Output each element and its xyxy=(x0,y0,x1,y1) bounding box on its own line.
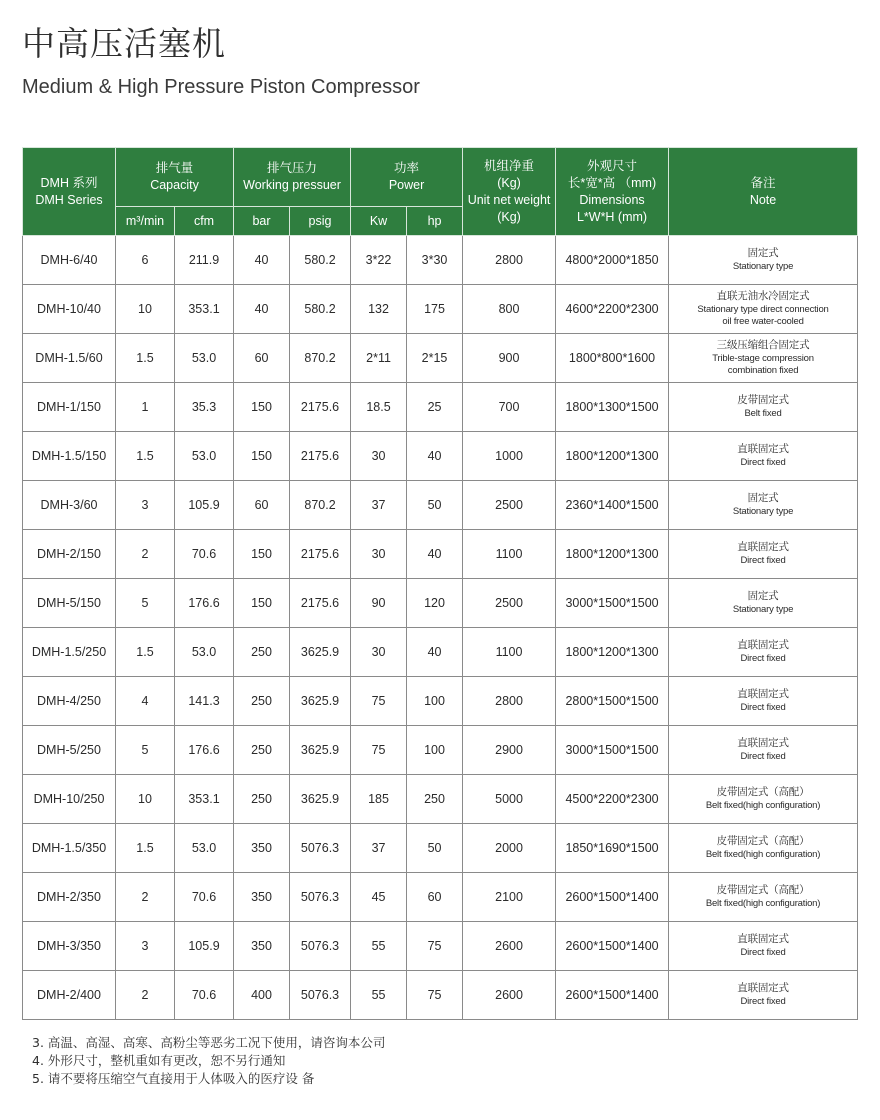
footnotes xyxy=(32,1034,385,1088)
table-row xyxy=(23,334,858,383)
note-cn: 皮带固定式（高配） xyxy=(716,786,810,798)
header-dim-en: Dimensions xyxy=(579,192,645,207)
note-en: Belt fixed xyxy=(744,408,782,419)
note-cn: 直联固定式 xyxy=(737,541,789,553)
cell-dimensions: 2600*1500*1400 xyxy=(556,971,669,1020)
note-cn: 皮带固定式 xyxy=(737,394,789,406)
cell-model: DMH-10/40 xyxy=(23,285,116,334)
cell-dimensions: 4600*2200*2300 xyxy=(556,285,669,334)
cell-weight: 1100 xyxy=(463,530,556,579)
subheader-m3: m³/min xyxy=(116,207,175,236)
cell-capacity-m3: 1.5 xyxy=(116,432,175,481)
cell-capacity-m3: 3 xyxy=(116,922,175,971)
cell-pressure-bar: 400 xyxy=(234,971,290,1020)
cell-capacity-cfm: 53.0 xyxy=(175,334,234,383)
cell-power-kw: 75 xyxy=(351,726,407,775)
header-dim-cn: 外观尺寸 xyxy=(587,158,638,173)
note-en: Belt fixed(high configuration) xyxy=(705,800,821,811)
header-weight-unit: (Kg) xyxy=(497,175,521,190)
cell-capacity-m3: 10 xyxy=(116,775,175,824)
cell-capacity-cfm: 176.6 xyxy=(175,726,234,775)
note-en: Stationary type direct connection xyxy=(697,304,829,315)
table-row xyxy=(23,922,858,971)
table-row xyxy=(23,824,858,873)
cell-capacity-cfm: 35.3 xyxy=(175,383,234,432)
cell-power-kw: 55 xyxy=(351,971,407,1020)
note-en: Stationary type xyxy=(732,604,794,615)
subheader-cfm: cfm xyxy=(175,207,234,236)
cell-dimensions: 2360*1400*1500 xyxy=(556,481,669,530)
cell-power-hp: 75 xyxy=(407,971,463,1020)
header-note-cn: 备注 xyxy=(750,175,776,190)
cell-pressure-bar: 150 xyxy=(234,383,290,432)
cell-capacity-cfm: 53.0 xyxy=(175,432,234,481)
cell-note xyxy=(669,628,858,677)
cell-power-hp: 100 xyxy=(407,726,463,775)
cell-power-kw: 185 xyxy=(351,775,407,824)
cell-model: DMH-1.5/60 xyxy=(23,334,116,383)
cell-weight: 5000 xyxy=(463,775,556,824)
cell-pressure-bar: 250 xyxy=(234,628,290,677)
cell-weight: 2800 xyxy=(463,236,556,285)
cell-power-kw: 3*22 xyxy=(351,236,407,285)
cell-capacity-cfm: 105.9 xyxy=(175,481,234,530)
cell-note xyxy=(669,775,858,824)
cell-capacity-cfm: 70.6 xyxy=(175,873,234,922)
cell-note xyxy=(669,971,858,1020)
note-cn: 固定式 xyxy=(747,247,779,259)
cell-pressure-bar: 250 xyxy=(234,677,290,726)
cell-pressure-bar: 350 xyxy=(234,824,290,873)
subheader-psig: psig xyxy=(290,207,351,236)
table-row xyxy=(23,775,858,824)
spec-table-body xyxy=(23,236,858,1020)
cell-power-kw: 37 xyxy=(351,824,407,873)
note-cn: 皮带固定式（高配） xyxy=(716,884,810,896)
cell-model: DMH-5/250 xyxy=(23,726,116,775)
table-row xyxy=(23,432,858,481)
footnote-3: 3. 高温、高湿、高寒、高粉尘等恶劣工况下使用，请咨询本公司 xyxy=(32,1035,386,1050)
cell-dimensions: 4800*2000*1850 xyxy=(556,236,669,285)
header-pressure-en: Working pressuer xyxy=(243,178,341,192)
cell-note xyxy=(669,383,858,432)
cell-capacity-cfm: 53.0 xyxy=(175,628,234,677)
cell-pressure-bar: 350 xyxy=(234,873,290,922)
cell-pressure-psig: 3625.9 xyxy=(290,775,351,824)
cell-pressure-psig: 5076.3 xyxy=(290,873,351,922)
cell-pressure-psig: 2175.6 xyxy=(290,530,351,579)
subheader-kw: Kw xyxy=(351,207,407,236)
note-cn: 直联无油水冷固定式 xyxy=(716,290,810,302)
cell-capacity-m3: 1.5 xyxy=(116,628,175,677)
note-en: Direct fixed xyxy=(740,555,786,566)
header-weight-unit-2: (Kg) xyxy=(497,209,521,224)
cell-capacity-cfm: 105.9 xyxy=(175,922,234,971)
header-power xyxy=(351,148,463,207)
cell-weight: 2000 xyxy=(463,824,556,873)
subheader-hp: hp xyxy=(407,207,463,236)
cell-capacity-cfm: 141.3 xyxy=(175,677,234,726)
cell-model: DMH-6/40 xyxy=(23,236,116,285)
cell-pressure-psig: 3625.9 xyxy=(290,677,351,726)
cell-pressure-bar: 40 xyxy=(234,285,290,334)
note-cn: 直联固定式 xyxy=(737,982,789,994)
header-pressure xyxy=(234,148,351,207)
cell-capacity-cfm: 211.9 xyxy=(175,236,234,285)
cell-note xyxy=(669,481,858,530)
cell-weight: 900 xyxy=(463,334,556,383)
cell-note xyxy=(669,873,858,922)
cell-power-hp: 40 xyxy=(407,530,463,579)
note-en: Direct fixed xyxy=(740,996,786,1007)
cell-dimensions: 1800*800*1600 xyxy=(556,334,669,383)
cell-pressure-bar: 250 xyxy=(234,775,290,824)
note-en: Trible-stage compression xyxy=(712,353,814,364)
cell-pressure-bar: 150 xyxy=(234,579,290,628)
cell-pressure-psig: 870.2 xyxy=(290,334,351,383)
cell-pressure-psig: 5076.3 xyxy=(290,824,351,873)
cell-power-hp: 60 xyxy=(407,873,463,922)
cell-model: DMH-3/350 xyxy=(23,922,116,971)
cell-note xyxy=(669,579,858,628)
header-capacity xyxy=(116,148,234,207)
cell-model: DMH-4/250 xyxy=(23,677,116,726)
cell-weight: 2900 xyxy=(463,726,556,775)
cell-note xyxy=(669,677,858,726)
cell-power-kw: 90 xyxy=(351,579,407,628)
header-weight xyxy=(463,148,556,236)
table-row xyxy=(23,285,858,334)
cell-pressure-bar: 150 xyxy=(234,530,290,579)
cell-pressure-bar: 150 xyxy=(234,432,290,481)
cell-model: DMH-1.5/250 xyxy=(23,628,116,677)
table-row xyxy=(23,530,858,579)
header-power-cn: 功率 xyxy=(394,161,420,175)
cell-power-kw: 30 xyxy=(351,432,407,481)
cell-pressure-psig: 580.2 xyxy=(290,285,351,334)
header-dimensions xyxy=(556,148,669,236)
cell-model: DMH-1.5/150 xyxy=(23,432,116,481)
table-row xyxy=(23,628,858,677)
note-cn: 固定式 xyxy=(747,590,779,602)
cell-capacity-m3: 4 xyxy=(116,677,175,726)
cell-model: DMH-5/150 xyxy=(23,579,116,628)
cell-pressure-psig: 2175.6 xyxy=(290,383,351,432)
cell-weight: 2100 xyxy=(463,873,556,922)
cell-power-kw: 18.5 xyxy=(351,383,407,432)
table-row xyxy=(23,236,858,285)
cell-weight: 2600 xyxy=(463,922,556,971)
cell-pressure-psig: 5076.3 xyxy=(290,971,351,1020)
cell-weight: 2800 xyxy=(463,677,556,726)
cell-capacity-m3: 6 xyxy=(116,236,175,285)
table-row xyxy=(23,873,858,922)
cell-pressure-psig: 3625.9 xyxy=(290,628,351,677)
cell-dimensions: 1800*1200*1300 xyxy=(556,530,669,579)
cell-dimensions: 2600*1500*1400 xyxy=(556,873,669,922)
cell-model: DMH-3/60 xyxy=(23,481,116,530)
cell-pressure-bar: 60 xyxy=(234,334,290,383)
header-pressure-cn: 排气压力 xyxy=(267,161,318,175)
page-title-cn: 中高压活塞机 xyxy=(22,24,226,63)
cell-capacity-cfm: 353.1 xyxy=(175,285,234,334)
header-capacity-cn: 排气量 xyxy=(155,161,194,175)
cell-note xyxy=(669,285,858,334)
header-dim-en-2: L*W*H (mm) xyxy=(576,209,648,224)
cell-power-kw: 2*11 xyxy=(351,334,407,383)
header-power-en: Power xyxy=(388,178,425,192)
note-en: Direct fixed xyxy=(740,751,786,762)
cell-power-hp: 40 xyxy=(407,628,463,677)
header-weight-en: Unit net weight xyxy=(467,192,551,207)
cell-model: DMH-10/250 xyxy=(23,775,116,824)
cell-power-hp: 100 xyxy=(407,677,463,726)
cell-dimensions: 3000*1500*1500 xyxy=(556,726,669,775)
table-row xyxy=(23,579,858,628)
page-title-en: Medium & High Pressure Piston Compressor xyxy=(22,76,420,98)
cell-pressure-psig: 5076.3 xyxy=(290,922,351,971)
cell-note xyxy=(669,824,858,873)
cell-note xyxy=(669,334,858,383)
cell-dimensions: 2600*1500*1400 xyxy=(556,922,669,971)
cell-power-kw: 132 xyxy=(351,285,407,334)
cell-capacity-cfm: 70.6 xyxy=(175,530,234,579)
cell-power-hp: 250 xyxy=(407,775,463,824)
cell-note xyxy=(669,432,858,481)
cell-model: DMH-2/350 xyxy=(23,873,116,922)
note-cn: 三级压缩组合固定式 xyxy=(716,339,810,351)
note-en-2: combination fixed xyxy=(727,365,799,376)
cell-weight: 700 xyxy=(463,383,556,432)
note-cn: 直联固定式 xyxy=(737,639,789,651)
cell-pressure-psig: 2175.6 xyxy=(290,579,351,628)
header-series-cn: DMH 系列 xyxy=(40,175,98,190)
table-row xyxy=(23,677,858,726)
cell-pressure-psig: 870.2 xyxy=(290,481,351,530)
cell-capacity-m3: 2 xyxy=(116,530,175,579)
cell-capacity-cfm: 176.6 xyxy=(175,579,234,628)
cell-capacity-cfm: 70.6 xyxy=(175,971,234,1020)
spec-table xyxy=(22,147,858,1020)
cell-power-kw: 75 xyxy=(351,677,407,726)
cell-weight: 2600 xyxy=(463,971,556,1020)
cell-note xyxy=(669,530,858,579)
cell-weight: 800 xyxy=(463,285,556,334)
note-en: Stationary type xyxy=(732,506,794,517)
cell-weight: 2500 xyxy=(463,481,556,530)
note-en: Direct fixed xyxy=(740,653,786,664)
note-cn: 直联固定式 xyxy=(737,443,789,455)
cell-dimensions: 2800*1500*1500 xyxy=(556,677,669,726)
cell-dimensions: 1800*1200*1300 xyxy=(556,628,669,677)
cell-dimensions: 3000*1500*1500 xyxy=(556,579,669,628)
cell-weight: 1100 xyxy=(463,628,556,677)
cell-capacity-m3: 2 xyxy=(116,971,175,1020)
table-row xyxy=(23,971,858,1020)
note-en: Stationary type xyxy=(732,261,794,272)
cell-capacity-m3: 1 xyxy=(116,383,175,432)
cell-dimensions: 1800*1300*1500 xyxy=(556,383,669,432)
cell-power-hp: 25 xyxy=(407,383,463,432)
cell-pressure-bar: 60 xyxy=(234,481,290,530)
cell-power-hp: 175 xyxy=(407,285,463,334)
footnote-4: 4. 外形尺寸，整机重如有更改，恕不另行通知 xyxy=(32,1053,286,1068)
note-cn: 直联固定式 xyxy=(737,737,789,749)
cell-power-kw: 55 xyxy=(351,922,407,971)
table-row xyxy=(23,481,858,530)
cell-power-kw: 45 xyxy=(351,873,407,922)
note-cn: 固定式 xyxy=(747,492,779,504)
table-row xyxy=(23,726,858,775)
header-series-en: DMH Series xyxy=(35,192,103,207)
note-en: Direct fixed xyxy=(740,947,786,958)
header-note-en: Note xyxy=(749,192,777,207)
header-dim-cn-2: 长*宽*高 （mm) xyxy=(567,175,657,190)
subheader-bar: bar xyxy=(234,207,290,236)
cell-pressure-bar: 40 xyxy=(234,236,290,285)
note-cn: 直联固定式 xyxy=(737,688,789,700)
cell-model: DMH-1/150 xyxy=(23,383,116,432)
header-series xyxy=(23,148,116,236)
cell-power-kw: 30 xyxy=(351,628,407,677)
cell-pressure-psig: 2175.6 xyxy=(290,432,351,481)
cell-power-hp: 120 xyxy=(407,579,463,628)
cell-capacity-m3: 3 xyxy=(116,481,175,530)
cell-power-hp: 3*30 xyxy=(407,236,463,285)
cell-dimensions: 1850*1690*1500 xyxy=(556,824,669,873)
cell-note xyxy=(669,922,858,971)
cell-note xyxy=(669,236,858,285)
cell-dimensions: 1800*1200*1300 xyxy=(556,432,669,481)
note-cn: 直联固定式 xyxy=(737,933,789,945)
table-row xyxy=(23,383,858,432)
cell-capacity-m3: 10 xyxy=(116,285,175,334)
cell-capacity-cfm: 53.0 xyxy=(175,824,234,873)
cell-capacity-m3: 1.5 xyxy=(116,824,175,873)
cell-capacity-m3: 1.5 xyxy=(116,334,175,383)
note-en: Belt fixed(high configuration) xyxy=(705,849,821,860)
cell-model: DMH-1.5/350 xyxy=(23,824,116,873)
cell-power-hp: 40 xyxy=(407,432,463,481)
header-note xyxy=(669,148,858,236)
cell-capacity-m3: 2 xyxy=(116,873,175,922)
cell-power-hp: 50 xyxy=(407,481,463,530)
cell-pressure-psig: 3625.9 xyxy=(290,726,351,775)
cell-power-hp: 50 xyxy=(407,824,463,873)
note-en: Belt fixed(high configuration) xyxy=(705,898,821,909)
cell-power-kw: 30 xyxy=(351,530,407,579)
note-en: Direct fixed xyxy=(740,702,786,713)
cell-power-kw: 37 xyxy=(351,481,407,530)
cell-weight: 1000 xyxy=(463,432,556,481)
cell-dimensions: 4500*2200*2300 xyxy=(556,775,669,824)
cell-capacity-cfm: 353.1 xyxy=(175,775,234,824)
cell-capacity-m3: 5 xyxy=(116,726,175,775)
cell-note xyxy=(669,726,858,775)
cell-model: DMH-2/150 xyxy=(23,530,116,579)
note-en-2: oil free water-cooled xyxy=(722,316,804,327)
cell-weight: 2500 xyxy=(463,579,556,628)
cell-power-hp: 75 xyxy=(407,922,463,971)
cell-capacity-m3: 5 xyxy=(116,579,175,628)
footnote-5: 5. 请不要将压缩空气直接用于人体吸入的医疗设 备 xyxy=(32,1071,315,1086)
note-cn: 皮带固定式（高配） xyxy=(716,835,810,847)
cell-pressure-psig: 580.2 xyxy=(290,236,351,285)
note-en: Direct fixed xyxy=(740,457,786,468)
cell-model: DMH-2/400 xyxy=(23,971,116,1020)
cell-power-hp: 2*15 xyxy=(407,334,463,383)
header-weight-cn: 机组净重 xyxy=(484,158,535,173)
header-capacity-en: Capacity xyxy=(150,178,199,192)
cell-pressure-bar: 350 xyxy=(234,922,290,971)
cell-pressure-bar: 250 xyxy=(234,726,290,775)
